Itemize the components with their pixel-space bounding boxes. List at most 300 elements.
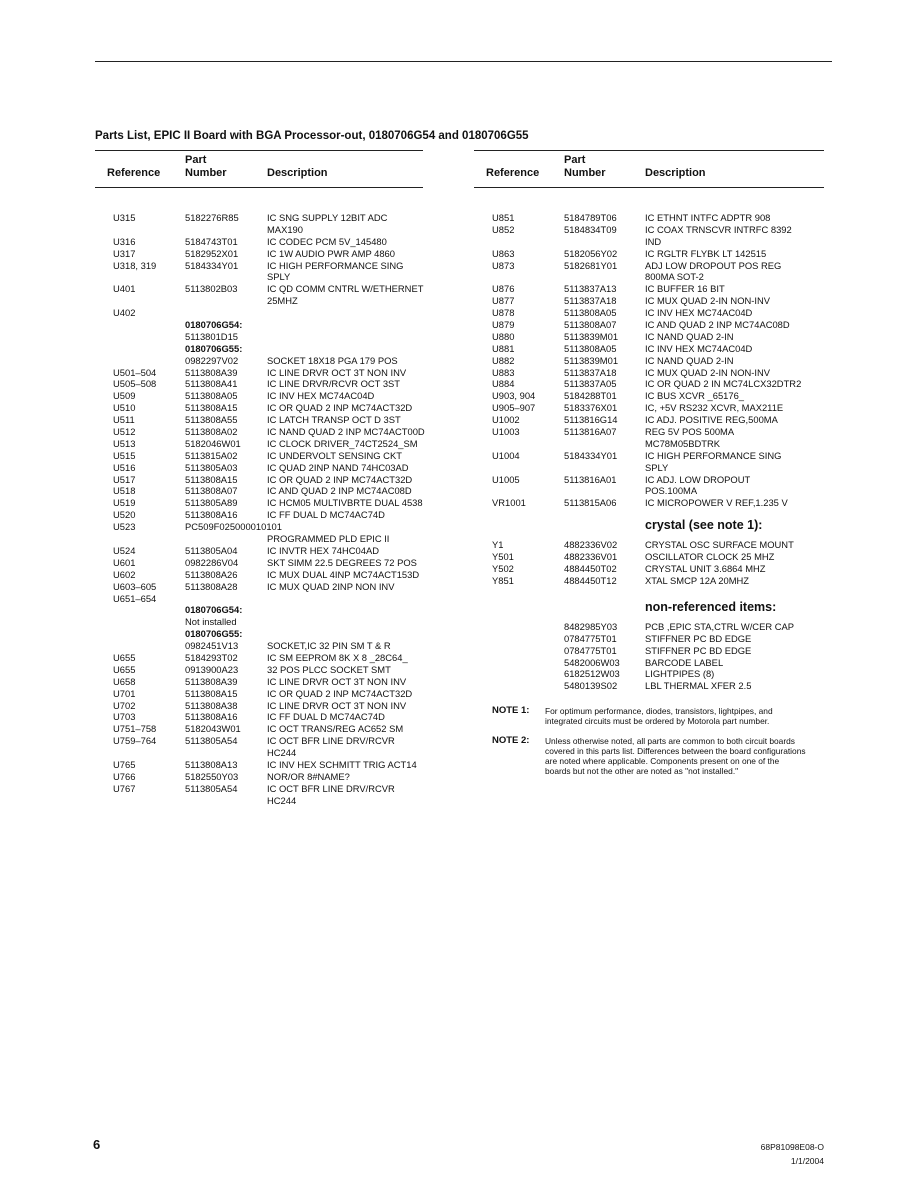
part-number-cell: 5480139S02 xyxy=(564,680,618,692)
description-cell: IC HIGH PERFORMANCE SING xyxy=(645,449,782,461)
description-cell: IC SM EEPROM 8K X 8 _28C64_ xyxy=(267,651,408,663)
table-row xyxy=(95,521,423,533)
part-number-cell: 5113837A13 xyxy=(564,283,617,295)
description-cell: IC ADJ. POSITIVE REG,500MA xyxy=(645,414,778,426)
part-number-cell: 5113815A02 xyxy=(185,449,238,461)
table-row xyxy=(474,497,824,509)
ref-cell: U318, 319 xyxy=(113,259,157,271)
header-description: Description xyxy=(645,167,706,179)
part-number-cell: 5113808A55 xyxy=(185,414,238,426)
description-cell: SPLY xyxy=(645,461,669,473)
doc-date: 1/1/2004 xyxy=(790,1156,824,1166)
table-row xyxy=(474,474,824,486)
description-cell: LBL THERMAL XFER 2.5 xyxy=(645,680,752,692)
description-cell: MC78M05BDTRK xyxy=(645,437,721,449)
part-number-cell: 4882336V02 xyxy=(564,539,618,551)
table-row xyxy=(474,621,824,633)
parts-table-left xyxy=(95,150,423,807)
table-row xyxy=(95,319,423,331)
description-cell: IC MUX QUAD 2-IN NON-INV xyxy=(645,295,771,307)
header-number: Number xyxy=(564,167,606,179)
part-number-cell: 5184789T06 xyxy=(564,212,617,223)
description-cell: IC FF DUAL D MC74AC74D xyxy=(267,509,385,521)
ref-cell: Y502 xyxy=(492,563,514,575)
description-cell: IC ETHNT INTFC ADPTR 908 xyxy=(645,212,771,223)
part-number-cell: Not installed xyxy=(185,616,237,628)
description-cell: IC BUFFER 16 BIT xyxy=(645,283,725,295)
note-text: For optimum performance, diodes, transistors, lightpipes, and integrated circuits must be ordered by Motorola part number. xyxy=(545,706,773,727)
part-number-cell: 5113808A05 xyxy=(564,307,617,319)
ref-cell: U505–508 xyxy=(113,378,157,390)
part-number-cell: 5113805A89 xyxy=(185,497,238,509)
part-number-cell: 5113802B03 xyxy=(185,283,238,295)
ref-cell: U501–504 xyxy=(113,366,157,378)
table-row xyxy=(95,343,423,355)
part-number-cell: 5113839M01 xyxy=(564,354,619,366)
header-reference: Reference xyxy=(486,167,540,179)
description-cell: IC MUX QUAD 2-IN NON-INV xyxy=(645,366,771,378)
ref-cell: U512 xyxy=(113,426,136,438)
part-number-cell: 5113816A01 xyxy=(564,473,617,485)
description-cell: HC244 xyxy=(267,747,297,759)
description-cell: POS.100MA xyxy=(645,485,698,497)
note-label: NOTE 1: xyxy=(492,705,530,717)
table-row xyxy=(474,657,824,669)
part-number-cell: 5113837A05 xyxy=(564,378,617,390)
description-cell: CRYSTAL UNIT 3.6864 MHZ xyxy=(645,563,766,575)
header-number: Number xyxy=(185,167,227,179)
table-row xyxy=(95,307,423,319)
table-row xyxy=(474,462,824,474)
table-row xyxy=(95,735,423,747)
description-cell: IC MUX DUAL 4INP MC74ACT153D xyxy=(267,568,420,580)
doc-number: 68P81098E08-O xyxy=(760,1142,824,1152)
part-number-cell: 8482985Y03 xyxy=(564,620,618,632)
part-number-cell: 5182550Y03 xyxy=(185,770,239,782)
part-number-cell: 0180706G54: xyxy=(185,604,243,616)
description-cell: IC OR QUAD 2 INP MC74ACT32D xyxy=(267,473,413,485)
table-row xyxy=(95,248,423,260)
table-row xyxy=(95,414,423,426)
parts-table-right xyxy=(474,150,824,776)
ref-cell: Y1 xyxy=(492,539,504,551)
table-row xyxy=(474,426,824,438)
description-cell: IC QD COMM CNTRL W/ETHERNET xyxy=(267,283,424,295)
description-cell: 25MHZ xyxy=(267,295,298,307)
table-row xyxy=(95,545,423,557)
ref-cell: U878 xyxy=(492,307,515,319)
description-cell: IC INV HEX MC74AC04D xyxy=(267,390,375,402)
crystal-rows xyxy=(474,539,824,587)
description-cell: SOCKET,IC 32 PIN SM T & R xyxy=(267,640,391,652)
ref-cell: U520 xyxy=(113,509,136,521)
part-number-cell: 5113801D15 xyxy=(185,330,238,342)
ref-cell: U518 xyxy=(113,485,136,497)
table-row xyxy=(95,783,423,795)
table-row xyxy=(95,402,423,414)
table-row xyxy=(95,664,423,676)
table-row xyxy=(474,563,824,575)
ref-cell: U402 xyxy=(113,307,136,319)
table-row xyxy=(95,569,423,581)
part-number-cell: 5182056Y02 xyxy=(564,247,618,259)
crystal-heading: crystal (see note 1): xyxy=(645,518,763,533)
ref-cell: Y501 xyxy=(492,551,514,563)
table-row xyxy=(95,331,423,343)
part-number-cell: 5183376X01 xyxy=(564,402,618,414)
part-number-cell: 5184288T01 xyxy=(564,390,617,402)
part-number-cell: 6182512W03 xyxy=(564,668,620,680)
ref-cell: U523 xyxy=(113,521,136,533)
part-number-cell: 5182043W01 xyxy=(185,723,241,735)
ref-cell: U602 xyxy=(113,568,136,580)
table-row xyxy=(95,628,423,640)
description-cell: BARCODE LABEL xyxy=(645,656,724,668)
table-row xyxy=(474,485,824,497)
part-number-cell: 5113808A15 xyxy=(185,687,238,699)
description-cell: IC AND QUAD 2 INP MC74AC08D xyxy=(645,319,790,331)
part-number-cell: 5113808A39 xyxy=(185,675,238,687)
table-row xyxy=(474,248,824,260)
ref-cell: U903, 904 xyxy=(492,390,536,402)
table-row xyxy=(474,307,824,319)
note-label: NOTE 2: xyxy=(492,735,530,747)
table-header xyxy=(474,150,824,188)
right-rows xyxy=(474,212,824,509)
table-row xyxy=(95,236,423,248)
part-number-cell: 5184293T02 xyxy=(185,651,238,663)
table-row xyxy=(474,260,824,272)
table-row xyxy=(474,378,824,390)
part-number-cell: 5182046W01 xyxy=(185,437,241,449)
part-number-cell: 0180706G54: xyxy=(185,319,243,331)
part-number-cell: 5113839M01 xyxy=(564,330,619,342)
part-number-cell: 5113808A26 xyxy=(185,568,238,580)
ref-cell: U879 xyxy=(492,319,515,331)
ref-cell: U510 xyxy=(113,402,136,414)
ref-cell: U701 xyxy=(113,687,136,699)
description-cell: IC OCT TRANS/REG AC652 SM xyxy=(267,723,404,735)
description-cell: STIFFNER PC BD EDGE xyxy=(645,644,752,656)
description-cell: 32 POS PLCC SOCKET SMT xyxy=(267,663,391,675)
table-row xyxy=(474,271,824,283)
ref-cell: U882 xyxy=(492,354,515,366)
table-row xyxy=(474,343,824,355)
table-row xyxy=(95,759,423,771)
ref-cell: U765 xyxy=(113,758,136,770)
part-number-cell: 5113816G14 xyxy=(564,414,618,426)
ref-cell: U883 xyxy=(492,366,515,378)
description-cell: IC OR QUAD 2 IN MC74LCX32DTR2 xyxy=(645,378,802,390)
part-number-cell: 5113808A02 xyxy=(185,426,238,438)
table-row xyxy=(95,260,423,272)
table-row xyxy=(95,700,423,712)
description-cell: CRYSTAL OSC SURFACE MOUNT xyxy=(645,539,794,551)
description-cell: IC FF DUAL D MC74AC74D xyxy=(267,711,385,723)
description-cell: OSCILLATOR CLOCK 25 MHZ xyxy=(645,551,775,563)
description-cell: IC OR QUAD 2 INP MC74ACT32D xyxy=(267,402,413,414)
description-cell: IC OCT BFR LINE DRV/RCVR xyxy=(267,735,395,747)
description-cell: REG 5V POS 500MA xyxy=(645,426,735,438)
part-number-cell: 5113815A06 xyxy=(564,497,617,509)
ref-cell: U766 xyxy=(113,770,136,782)
table-row xyxy=(95,771,423,783)
table-row xyxy=(95,640,423,652)
ref-cell: VR1001 xyxy=(492,497,526,509)
description-cell: IC NAND QUAD 2-IN xyxy=(645,354,734,366)
description-cell: IC, +5V RS232 XCVR, MAX211E xyxy=(645,402,784,414)
description-cell: XTAL SMCP 12A 20MHZ xyxy=(645,574,750,586)
table-row xyxy=(95,604,423,616)
table-row xyxy=(95,533,423,545)
note-text: Unless otherwise noted, all parts are common to both circuit boards covered in this parts list. Differences between the board configurations are noted where applicable. Components present on one of the boards but not the other are noted as "not installed." xyxy=(545,736,806,777)
description-cell: IC LATCH TRANSP OCT D 3ST xyxy=(267,414,401,426)
description-cell: PCB ,EPIC STA,CTRL W/CER CAP xyxy=(645,620,794,632)
ref-cell: U863 xyxy=(492,247,515,259)
table-row xyxy=(95,438,423,450)
table-row xyxy=(95,474,423,486)
ref-cell: U651–654 xyxy=(113,592,157,604)
ref-cell: U702 xyxy=(113,699,136,711)
table-row xyxy=(95,283,423,295)
table-row xyxy=(95,711,423,723)
table-row xyxy=(95,497,423,509)
description-cell: IC INVTR HEX 74HC04AD xyxy=(267,544,380,556)
part-number-cell: 5113808A07 xyxy=(564,319,617,331)
part-number-cell: 5184834T09 xyxy=(564,223,617,235)
part-number-cell: 5184334Y01 xyxy=(185,259,239,271)
part-number-cell: 5113808A07 xyxy=(185,485,238,497)
table-row xyxy=(95,616,423,628)
description-cell: IC NAND QUAD 2-IN xyxy=(645,330,734,342)
part-number-cell: 5113805A54 xyxy=(185,782,238,794)
table-row xyxy=(95,688,423,700)
ref-cell: U655 xyxy=(113,651,136,663)
description-cell: IC CLOCK DRIVER_74CT2524_SM xyxy=(267,437,418,449)
ref-cell: U511 xyxy=(113,414,135,426)
description-cell: IC MICROPOWER V REF,1.235 V xyxy=(645,497,788,509)
ref-cell: U1005 xyxy=(492,473,520,485)
description-cell: HC244 xyxy=(267,794,297,806)
nonref-rows xyxy=(474,621,824,692)
page-title: Parts List, EPIC II Board with BGA Processor-out, 0180706G54 and 0180706G55 xyxy=(95,130,529,142)
description-cell: IC RGLTR FLYBK LT 142515 xyxy=(645,247,767,259)
table-row xyxy=(95,652,423,664)
ref-cell: U884 xyxy=(492,378,515,390)
ref-cell: U759–764 xyxy=(113,735,157,747)
description-cell: STIFFNER PC BD EDGE xyxy=(645,632,752,644)
part-number-cell: 5113808A38 xyxy=(185,699,238,711)
table-row xyxy=(474,212,824,224)
table-row xyxy=(95,355,423,367)
part-number-cell: 5113837A18 xyxy=(564,295,617,307)
ref-cell: U880 xyxy=(492,330,515,342)
ref-cell: U851 xyxy=(492,212,515,223)
ref-cell: U316 xyxy=(113,235,136,247)
part-number-cell: PC509F025000010101 xyxy=(185,521,282,533)
ref-cell: U1004 xyxy=(492,449,520,461)
ref-cell: U767 xyxy=(113,782,136,794)
part-number-cell: 4884450T12 xyxy=(564,574,617,586)
part-number-cell: 5113808A05 xyxy=(564,342,617,354)
part-number-cell: 0784775T01 xyxy=(564,632,617,644)
part-number-cell: 5482006W03 xyxy=(564,656,620,668)
ref-cell: U852 xyxy=(492,223,515,235)
table-row xyxy=(95,367,423,379)
part-number-cell: 0180706G55: xyxy=(185,628,243,640)
description-cell: IC SNG SUPPLY 12BIT ADC xyxy=(267,212,388,223)
description-cell: IC CODEC PCM 5V_145480 xyxy=(267,235,387,247)
ref-cell: U881 xyxy=(492,342,515,354)
description-cell: IC INV HEX MC74AC04D xyxy=(645,342,753,354)
ref-cell: U513 xyxy=(113,437,136,449)
ref-cell: U658 xyxy=(113,675,136,687)
left-rows xyxy=(95,212,423,807)
table-row xyxy=(95,426,423,438)
table-row xyxy=(95,271,423,283)
description-cell: IC QUAD 2INP NAND 74HC03AD xyxy=(267,461,409,473)
description-cell: PROGRAMMED PLD EPIC II xyxy=(267,533,390,545)
table-row xyxy=(474,236,824,248)
notes xyxy=(474,706,824,776)
table-row xyxy=(95,390,423,402)
ref-cell: U601 xyxy=(113,556,136,568)
description-cell: IC 1W AUDIO PWR AMP 4860 xyxy=(267,247,395,259)
part-number-cell: 4882336V01 xyxy=(564,551,618,563)
description-cell: IC LINE DRVR OCT 3T NON INV xyxy=(267,699,407,711)
table-row xyxy=(474,402,824,414)
part-number-cell: 4884450T02 xyxy=(564,563,617,575)
part-number-cell: 0913900A23 xyxy=(185,663,239,675)
page-number: 6 xyxy=(93,1137,101,1152)
table-header xyxy=(95,150,423,188)
part-number-cell: 5113808A28 xyxy=(185,580,238,592)
nonref-heading: non-referenced items: xyxy=(645,599,777,614)
description-cell: IC AND QUAD 2 INP MC74AC08D xyxy=(267,485,412,497)
description-cell: IC INV HEX SCHMITT TRIG ACT14 xyxy=(267,758,417,770)
ref-cell: U509 xyxy=(113,390,136,402)
ref-cell: U519 xyxy=(113,497,136,509)
table-row xyxy=(95,795,423,807)
description-cell: SPLY xyxy=(267,271,291,283)
header-part: Part xyxy=(185,154,207,166)
description-cell: IC INV HEX MC74AC04D xyxy=(645,307,753,319)
description-cell: SKT SIMM 22.5 DEGREES 72 POS xyxy=(267,556,417,568)
part-number-cell: 5113808A13 xyxy=(185,758,238,770)
table-row xyxy=(95,593,423,605)
part-number-cell: 5113808A05 xyxy=(185,390,238,402)
part-number-cell: 5182276R85 xyxy=(185,212,239,223)
description-cell: LIGHTPIPES (8) xyxy=(645,668,715,680)
description-cell: IC HIGH PERFORMANCE SING xyxy=(267,259,404,271)
description-cell: IC LINE DRVR OCT 3T NON INV xyxy=(267,675,407,687)
ref-cell: U1002 xyxy=(492,414,520,426)
ref-cell: U877 xyxy=(492,295,515,307)
part-number-cell: 5113837A18 xyxy=(564,366,617,378)
table-row xyxy=(474,450,824,462)
description-cell: IC OCT BFR LINE DRV/RCVR xyxy=(267,782,395,794)
table-row xyxy=(474,319,824,331)
description-cell: SOCKET 18X18 PGA 179 POS xyxy=(267,354,398,366)
ref-cell: U516 xyxy=(113,461,136,473)
part-number-cell: 5113808A39 xyxy=(185,366,238,378)
description-cell: 800MA SOT-2 xyxy=(645,271,704,283)
table-row xyxy=(474,355,824,367)
table-row xyxy=(474,633,824,645)
table-row xyxy=(95,581,423,593)
ref-cell: U873 xyxy=(492,259,515,271)
description-cell: IC ADJ. LOW DROPOUT xyxy=(645,473,751,485)
table-row xyxy=(95,450,423,462)
description-cell: IC COAX TRNSCVR INTRFC 8392 xyxy=(645,223,792,235)
table-row xyxy=(474,331,824,343)
ref-cell: U317 xyxy=(113,247,136,259)
part-number-cell: 0784775T01 xyxy=(564,644,617,656)
table-row xyxy=(95,462,423,474)
part-number-cell: 0982297V02 xyxy=(185,354,239,366)
table-row xyxy=(474,414,824,426)
part-number-cell: 5182681Y01 xyxy=(564,259,618,271)
part-number-cell: 5113808A15 xyxy=(185,473,238,485)
part-number-cell: 5113805A04 xyxy=(185,544,238,556)
table-row xyxy=(474,680,824,692)
part-number-cell: 5184334Y01 xyxy=(564,449,618,461)
description-cell: IC OR QUAD 2 INP MC74ACT32D xyxy=(267,687,413,699)
description-cell: IC LINE DRVR OCT 3T NON INV xyxy=(267,366,407,378)
top-rule xyxy=(95,61,832,62)
note xyxy=(474,706,824,726)
description-cell: IC UNDERVOLT SENSING CKT xyxy=(267,449,402,461)
description-cell: IND xyxy=(645,235,662,247)
ref-cell: U517 xyxy=(113,473,136,485)
table-row xyxy=(95,557,423,569)
description-cell: ADJ LOW DROPOUT POS REG xyxy=(645,259,782,271)
part-number-cell: 5113808A15 xyxy=(185,402,238,414)
description-cell: IC HCM05 MULTIVBRTE DUAL 4538 xyxy=(267,497,423,509)
part-number-cell: 5113808A16 xyxy=(185,509,238,521)
table-row xyxy=(95,676,423,688)
description-cell: IC LINE DRVR/RCVR OCT 3ST xyxy=(267,378,401,390)
table-row xyxy=(474,645,824,657)
table-row xyxy=(95,485,423,497)
part-number-cell: 0982286V04 xyxy=(185,556,239,568)
table-row xyxy=(95,224,423,236)
part-number-cell: 5113805A03 xyxy=(185,461,238,473)
footer xyxy=(761,1140,824,1168)
ref-cell: U655 xyxy=(113,663,136,675)
table-row xyxy=(474,551,824,563)
table-row xyxy=(95,212,423,224)
part-number-cell: 5113808A16 xyxy=(185,711,238,723)
table-row xyxy=(95,509,423,521)
table-row xyxy=(474,283,824,295)
table-row xyxy=(474,668,824,680)
description-cell: IC MUX QUAD 2INP NON INV xyxy=(267,580,395,592)
header-reference: Reference xyxy=(107,167,161,179)
table-row xyxy=(474,295,824,307)
ref-cell: U905–907 xyxy=(492,402,536,414)
description-cell: MAX190 xyxy=(267,223,303,235)
table-row xyxy=(95,378,423,390)
ref-cell: U703 xyxy=(113,711,136,723)
table-row xyxy=(474,367,824,379)
table-row xyxy=(474,438,824,450)
part-number-cell: 5182952X01 xyxy=(185,247,239,259)
table-row xyxy=(95,723,423,735)
part-number-cell: 5113808A41 xyxy=(185,378,238,390)
ref-cell: U876 xyxy=(492,283,515,295)
description-cell: NOR/OR 8#NAME? xyxy=(267,770,350,782)
